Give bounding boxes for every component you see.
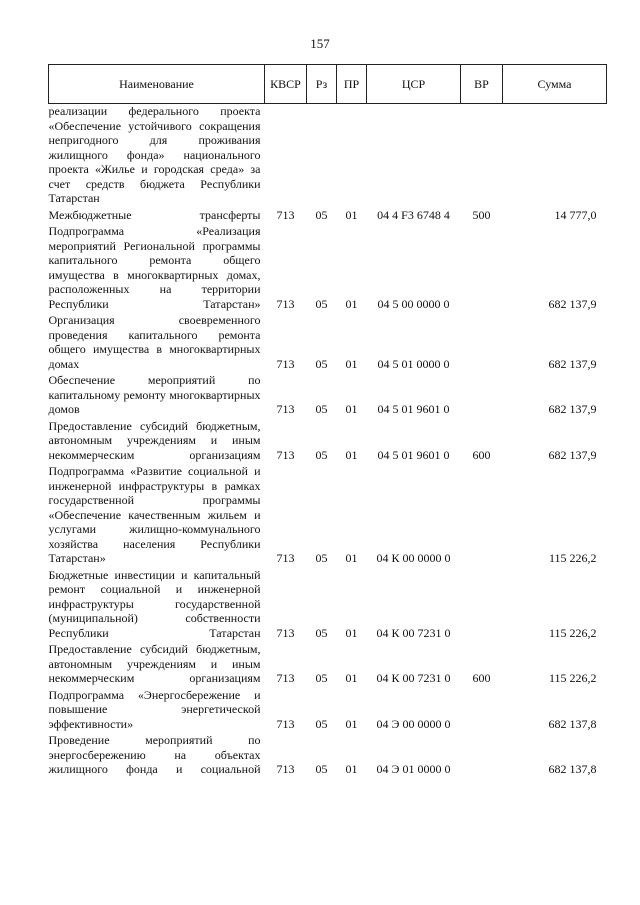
cell-rz: 05 — [315, 207, 328, 222]
table-row — [49, 104, 607, 208]
table-row — [49, 464, 607, 568]
table-row — [49, 688, 607, 734]
cell-csr: 04 5 01 9601 0 — [377, 447, 450, 462]
cell-pr: 01 — [345, 762, 358, 776]
cell-pr: 01 — [345, 296, 358, 311]
cell-kvsr: 713 — [276, 551, 295, 565]
cell-rz: 05 — [315, 356, 328, 371]
cell-csr: 04 4 F3 6748 4 — [377, 207, 450, 222]
cell-kvsr: 713 — [276, 625, 295, 640]
cell-csr — [367, 104, 461, 208]
cell-kvsr: 713 — [276, 402, 295, 416]
cell-sum: 14 777,0 — [554, 207, 597, 222]
cell-kvsr: 713 — [276, 356, 295, 371]
cell-name: Предоставление субсидий бюджетным, автономным учреждениям и иным некоммерческим организациям — [48, 642, 261, 685]
table-row — [49, 373, 607, 419]
cell-pr — [337, 104, 367, 208]
cell-name: Подпрограмма «Энергосбережение и повышение энергетической эффективности» — [48, 687, 261, 731]
cell-vr — [461, 733, 503, 779]
cell-name: Предоставление субсидий бюджетным, автономным учреждениям и иным некоммерческим организациям — [48, 418, 261, 462]
header-csr: ЦСР — [367, 65, 461, 104]
table-body — [49, 104, 607, 779]
cell-kvsr: 713 — [276, 716, 295, 731]
cell-kvsr: 713 — [276, 671, 295, 685]
cell-csr: 04 Э 00 0000 0 — [376, 716, 451, 731]
cell-csr: 04 К 00 7231 0 — [376, 671, 451, 685]
cell-pr: 01 — [345, 551, 358, 565]
cell-vr — [461, 568, 503, 643]
table-row — [49, 568, 607, 643]
cell-sum: 682 137,8 — [548, 716, 597, 731]
cell-sum: 682 137,9 — [548, 356, 597, 371]
cell-kvsr — [265, 104, 307, 208]
cell-pr: 01 — [345, 671, 358, 685]
cell-pr: 01 — [345, 716, 358, 731]
header-kvsr: КВСР — [265, 65, 307, 104]
cell-kvsr: 713 — [276, 447, 295, 462]
cell-name: Бюджетные инвестиции и капитальный ремонт социальной и инженерной инфраструктуры государственной (муниципальной) собственности Республики Татарстан — [48, 567, 261, 640]
cell-rz: 05 — [315, 296, 328, 311]
table-row — [49, 733, 607, 779]
cell-vr — [461, 373, 503, 419]
table-row — [49, 313, 607, 373]
cell-pr: 01 — [345, 356, 358, 371]
cell-rz: 05 — [315, 402, 328, 416]
cell-csr: 04 5 01 0000 0 — [377, 356, 450, 371]
header-sum: Сумма — [503, 65, 607, 104]
cell-rz: 05 — [315, 716, 328, 731]
cell-csr: 04 5 00 0000 0 — [377, 296, 450, 311]
header-name: Наименование — [49, 65, 265, 104]
cell-vr: 600 — [472, 447, 491, 462]
cell-sum: 682 137,9 — [548, 296, 597, 311]
cell-rz: 05 — [315, 762, 328, 776]
cell-vr — [461, 313, 503, 373]
table-header-row — [49, 65, 607, 104]
header-vr: ВР — [461, 65, 503, 104]
cell-csr: 04 К 00 0000 0 — [376, 551, 451, 565]
cell-kvsr: 713 — [276, 762, 295, 776]
cell-pr: 01 — [345, 625, 358, 640]
cell-csr: 04 К 00 7231 0 — [376, 625, 451, 640]
cell-sum: 682 137,9 — [548, 402, 597, 416]
cell-vr — [461, 104, 503, 208]
cell-name: Межбюджетные трансферты — [48, 207, 261, 222]
cell-sum: 115 226,2 — [548, 625, 597, 640]
cell-rz: 05 — [315, 447, 328, 462]
cell-vr — [461, 464, 503, 568]
cell-name: Организация своевременного проведения капитального ремонта общего имущества в многоквартирных домах — [48, 313, 261, 371]
cell-vr: 500 — [472, 207, 491, 222]
cell-rz: 05 — [315, 625, 328, 640]
cell-pr: 01 — [345, 207, 358, 222]
header-rz: Рз — [307, 65, 337, 104]
cell-sum: 682 137,9 — [548, 447, 597, 462]
cell-sum: 682 137,8 — [548, 762, 597, 776]
page-number: 157 — [310, 36, 330, 51]
cell-vr — [461, 224, 503, 313]
table-row — [49, 208, 607, 225]
cell-rz: 05 — [315, 671, 328, 685]
budget-table — [48, 64, 607, 779]
cell-kvsr: 713 — [276, 296, 295, 311]
cell-rz — [307, 104, 337, 208]
cell-name: Обеспечение мероприятий по капитальному ремонту многоквартирных домов — [48, 373, 261, 416]
table-row — [49, 419, 607, 465]
cell-sum: 115 226,2 — [548, 551, 597, 565]
table-row — [49, 224, 607, 313]
cell-name: Подпрограмма «Развитие социальной и инженерной инфраструктуры в рамках государственной программы «Обеспечение качественным жильем и услугами жилищно-коммунального хозяйства населения Республики Татарстан» — [48, 464, 261, 565]
cell-vr: 600 — [472, 671, 491, 685]
cell-csr: 04 5 01 9601 0 — [377, 402, 450, 416]
cell-name: реализации федерального проекта «Обеспечение устойчивого сокращения непригодного для проживания жилищного фонда» национального проекта «Жилье и городская среда» за счет средств бюджета Республики Татарстан — [48, 104, 261, 205]
cell-vr — [461, 688, 503, 734]
cell-name: Подпрограмма «Реализация мероприятий Региональной программы капитального ремонта общего имущества в многоквартирных домах, расположенных на территории Республики Татарстан» — [48, 224, 261, 311]
cell-rz: 05 — [315, 551, 328, 565]
cell-kvsr: 713 — [276, 207, 295, 222]
header-pr: ПР — [337, 65, 367, 104]
cell-name: Проведение мероприятий по энергосбережению на объектах жилищного фонда и социальной — [48, 733, 261, 776]
cell-csr: 04 Э 01 0000 0 — [376, 762, 451, 776]
cell-sum: 115 226,2 — [548, 671, 597, 685]
cell-pr: 01 — [345, 402, 358, 416]
cell-sum — [503, 104, 607, 208]
cell-pr: 01 — [345, 447, 358, 462]
table-row — [49, 642, 607, 688]
